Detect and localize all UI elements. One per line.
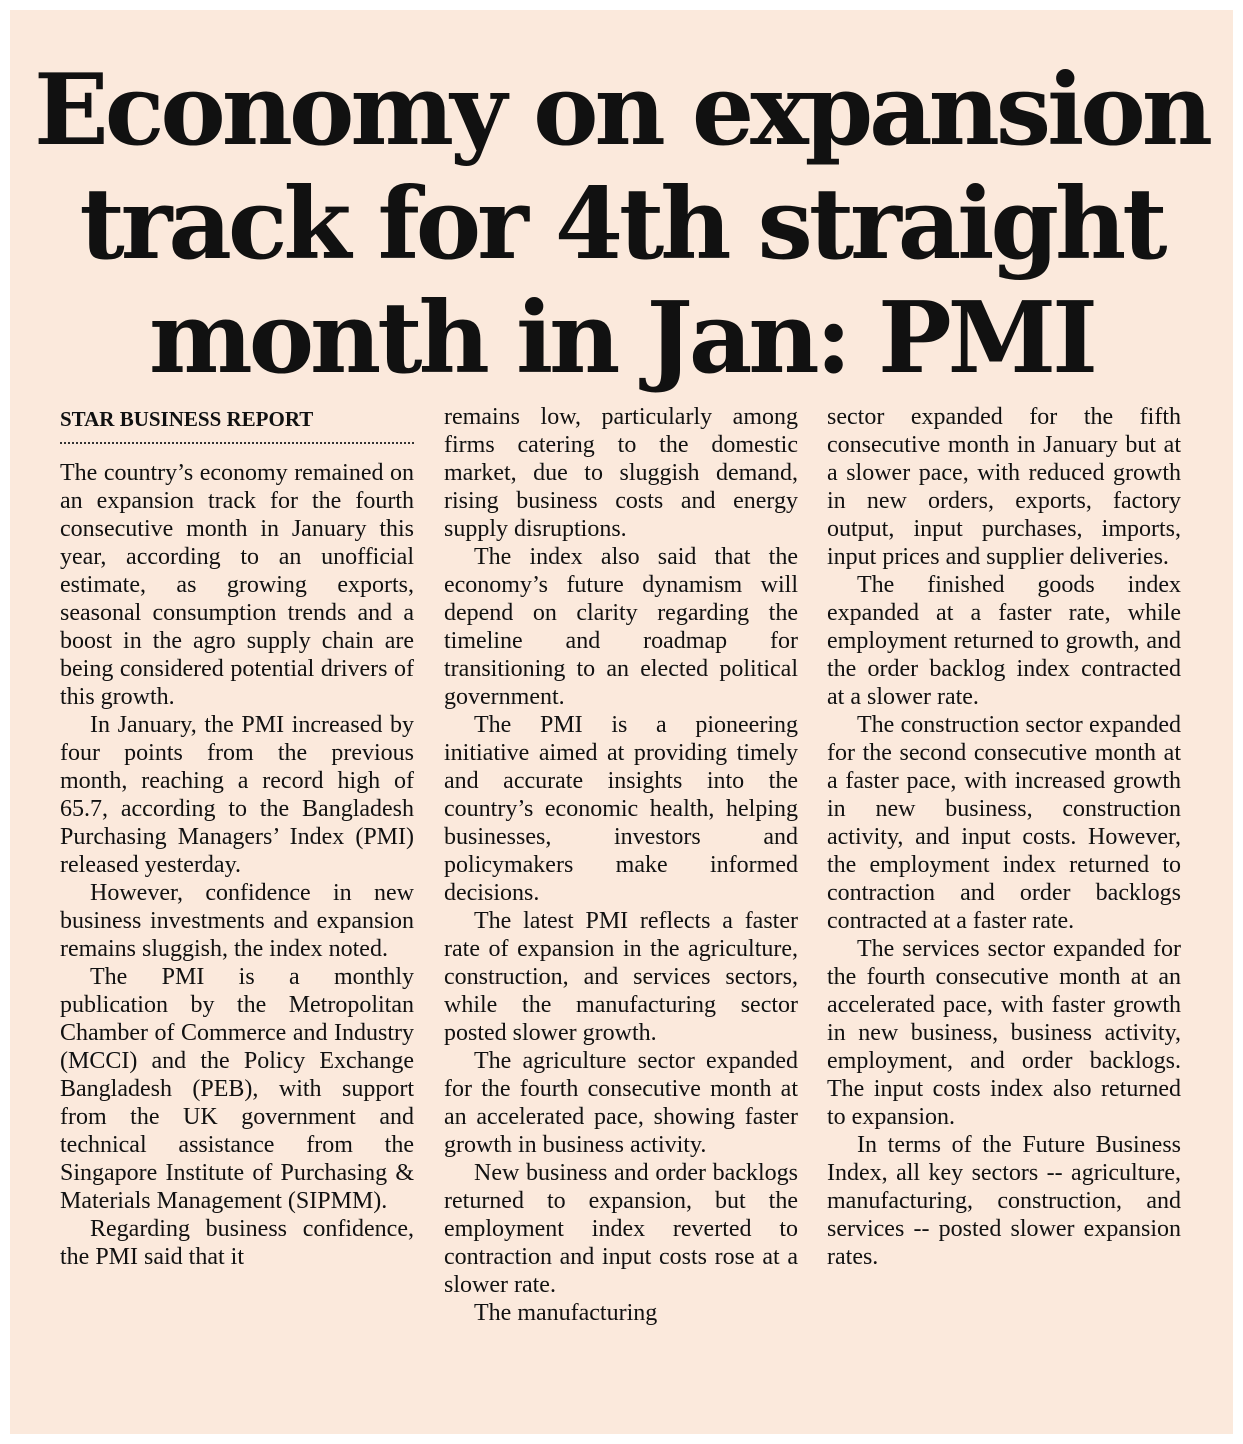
byline: STAR BUSINESS REPORT <box>60 407 314 431</box>
paragraph: The PMI is a monthly publication by the Metropolitan Chamber of Commerce and Industry (MCCI) and the Policy Exchange Bangladesh (PEB), with support from the UK government and technical assistance from the Singapore Institute of Purchasing & Materials Management (SIPMM). <box>60 964 414 1214</box>
paragraph: The agriculture sector expanded for the fourth consecutive month at an accelerated pace, showing faster growth in business activity. <box>444 1048 798 1158</box>
paragraph: However, confidence in new business investments and expansion remains sluggish, the index noted. <box>60 880 414 962</box>
headline-line: month in Jan: PMI <box>149 281 1094 396</box>
paragraph: remains low, particularly among firms catering to the domestic market, due to sluggish demand, rising business costs and energy supply disruptions. <box>444 404 798 542</box>
paragraph: New business and order backlogs returned to expansion, but the employment index reverted to contraction and input costs rose at a slower rate. <box>444 1160 798 1298</box>
dotted-divider <box>60 442 414 444</box>
paragraph: sector expanded for the fifth consecutive month in January but at a slower pace, with reduced growth in new orders, exports, factory output, input purchases, imports, input prices and supplier deliveries. <box>827 404 1181 570</box>
paragraph: The country’s economy remained on an expansion track for the fourth consecutive month in January this year, according to an unofficial estimate, as growing exports, seasonal consumption trends and a boost in the agro supply chain are being considered potential drivers of this growth. <box>60 460 414 710</box>
paragraph: The services sector expanded for the fourth consecutive month at an accelerated pace, with faster growth in new business, business activity, employment, and order backlogs. The input costs index also returned to expansion. <box>827 936 1181 1130</box>
paragraph: In terms of the Future Business Index, all key sectors -- agriculture, manufacturing, construction, and services -- posted slower expansion rates. <box>827 1132 1181 1270</box>
article-column-3 <box>827 403 1181 1271</box>
paragraph: Regarding business confidence, the PMI said that it <box>60 1216 414 1270</box>
headline-line: Economy on expansion <box>34 53 1209 168</box>
paragraph: In January, the PMI increased by four points from the previous month, reaching a record high of 65.7, according to the Bangladesh Purchasing Managers’ Index (PMI) released yesterday. <box>60 712 414 878</box>
paragraph: The index also said that the economy’s future dynamism will depend on clarity regarding the timeline and roadmap for transitioning to an elected political government. <box>444 544 798 710</box>
paragraph: The manufacturing <box>474 1300 658 1326</box>
article-column-1 <box>60 459 414 1271</box>
paragraph: The construction sector expanded for the second consecutive month at a faster pace, with increased growth in new business, construction activity, and input costs. However, the employment index returned to contraction and order backlogs contracted at a faster rate. <box>827 712 1181 934</box>
article-column-2 <box>444 403 798 1327</box>
paragraph: The latest PMI reflects a faster rate of expansion in the agriculture, construction, and services sectors, while the manufacturing sector posted slower growth. <box>444 908 798 1046</box>
headline-line: track for 4th straight <box>79 167 1164 282</box>
headline <box>10 54 1233 396</box>
newspaper-clipping <box>10 10 1233 1434</box>
paragraph: The PMI is a pioneering initiative aimed at providing timely and accurate insights into the country’s economic health, helping businesses, investors and policymakers make informed decisions. <box>444 712 798 906</box>
paragraph: The finished goods index expanded at a faster rate, while employment returned to growth, and the order backlog index contracted at a slower rate. <box>827 572 1181 710</box>
